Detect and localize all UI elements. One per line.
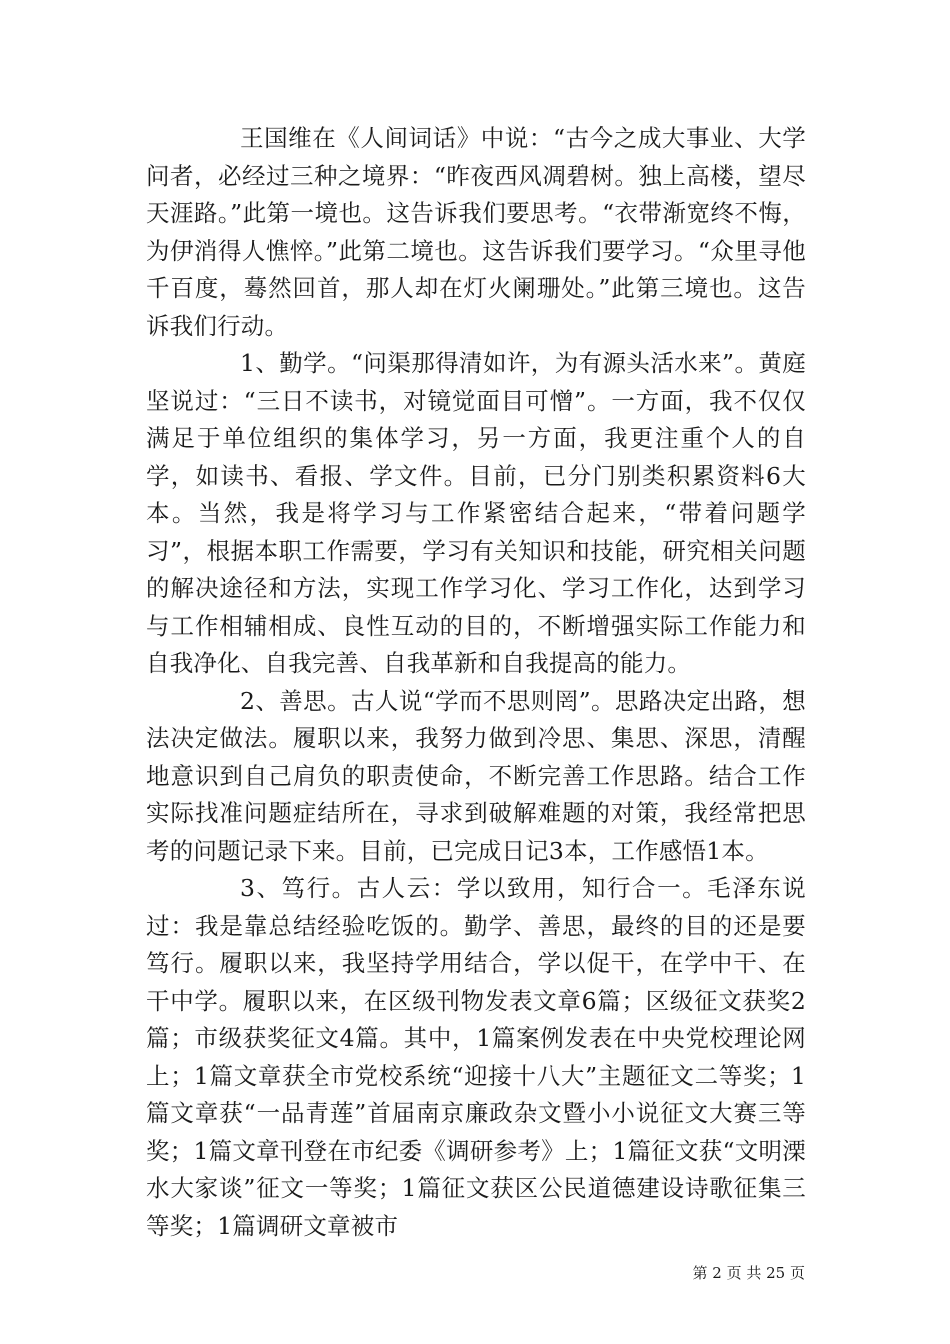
paragraph-good-thinking: 2、善思。古人说“学而不思则罔”。思路决定出路，想法决定做法。履职以来，我努力做到冷思、集思、深思，清醒地意识到自己肩负的职责使命，不断完善工作思路。结合工作实际找准问题症结所在，寻求到破解难题的对策，我经常把思考的问题记录下来。目前，已完成日记3本，工作感悟1本。 [146, 686, 806, 865]
paragraph-earnest-practice: 3、笃行。古人云：学以致用，知行合一。毛泽东说过：我是靠总结经验吃饭的。勤学、善思，最终的目的还是要笃行。履职以来，我坚持学用结合，学以促干，在学中干、在干中学。履职以来，在区级刊物发表文章6篇；区级征文获奖2篇；市级获奖征文4篇。其中，1篇案例发表在中央党校理论网上；1篇文章获全市党校系统“迎接十八大”主题征文二等奖；1篇文章获“一品青莲”首届南京廉政杂文暨小小说征文大赛三等奖；1篇文章刊登在市纪委《调研参考》上；1篇征文获“文明溧水大家谈”征文一等奖；1篇征文获区公民道德建设诗歌征集三等奖；1篇调研文章被市 [146, 874, 806, 1240]
document-body [146, 120, 806, 1245]
paragraph-diligent-study: 1、勤学。“问渠那得清如许，为有源头活水来”。黄庭坚说过：“三日不读书，对镜觉面目可憎”。一方面，我不仅仅满足于单位组织的集体学习，另一方面，我更注重个人的自学，如读书、看报、学文件。目前，已分门别类积累资料6大本。当然，我是将学习与工作紧密结合起来，“带着问题学习”，根据本职工作需要，学习有关知识和技能，研究相关问题的解决途径和方法，实现工作学习化、学习工作化，达到学习与工作相辅相成、良性互动的目的，不断增强实际工作能力和自我净化、自我完善、自我革新和自我提高的能力。 [146, 349, 806, 677]
paragraph-intro: 王国维在《人间词话》中说：“古今之成大事业、大学问者，必经过三种之境界：“昨夜西风凋碧树。独上高楼，望尽天涯路。”此第一境也。这告诉我们要思考。“衣带渐宽终不悔，为伊消得人憔悴。”此第二境也。这告诉我们要学习。“众里寻他千百度，蓦然回首，那人却在灯火阑珊处。”此第三境也。这告诉我们行动。 [146, 124, 806, 340]
page-number-footer: 第 2 页 共 25 页 [692, 1264, 805, 1282]
